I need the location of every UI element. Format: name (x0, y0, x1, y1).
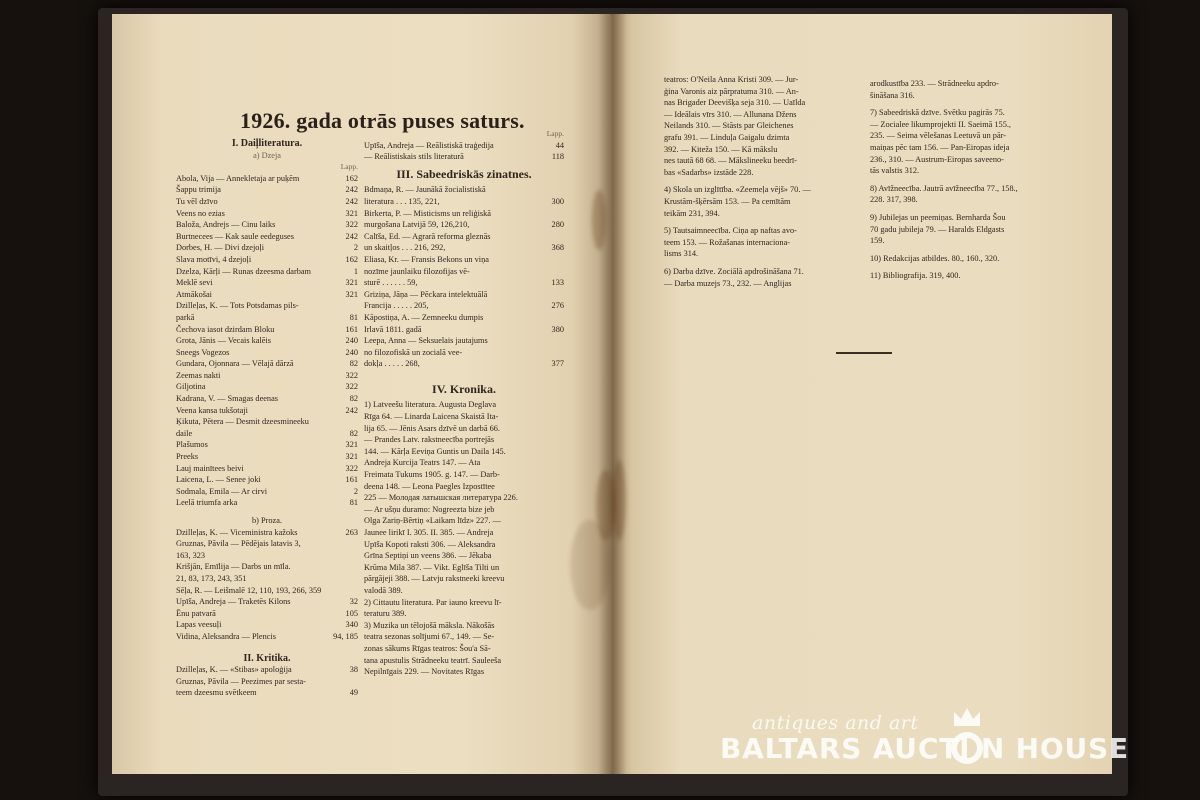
book-gutter (598, 14, 626, 774)
chronicle-line: pārgājeji 388. — Latvju rakstneeki kreevu (364, 574, 505, 584)
page-column-label: Lapp. (340, 162, 358, 172)
entry-text: Leepa, Anna — Seksuelais jautajums (364, 336, 488, 346)
toc-entry (176, 474, 358, 486)
entry-text: Griziņa, Jāņa — Pēckara intelektuālā (364, 289, 488, 299)
chronicle-line: 9) Jubilejas un peemiņas. Bernharda Šou (870, 212, 1006, 222)
toc-entry (176, 242, 358, 254)
chronicle-line: Olga Zariņ-Bērtiņ «Laikam līdz» 227. — (364, 516, 501, 526)
entry-page: 380 (551, 324, 564, 334)
entry-page: 377 (551, 359, 564, 369)
entry-text: sturē . . . . . . 59, (364, 278, 418, 288)
page-column-label: Lapp. (546, 129, 564, 138)
section-heading: II. Kritika. (243, 652, 291, 664)
entry-text: Meklē sevi (176, 278, 213, 288)
chronicle-line: — Prandes Latv. rakstneecība portrejās (364, 435, 495, 445)
entry-page: 1 (353, 266, 358, 276)
toc-entry (364, 196, 564, 208)
entry-page: 322 (345, 463, 358, 473)
section-heading: I. Daiļliteratura. (231, 138, 303, 149)
chronicle-line: 6) Darba dzīve. Zociālā apdrošināšana 71. (664, 266, 804, 276)
toc-entry (364, 300, 564, 312)
chronicle-line: teikām 231, 394. (664, 208, 720, 218)
toc-entry (364, 347, 564, 359)
chronicle-line: — Ar ušņu duramo: Nogreezta bize jeb (364, 504, 495, 514)
closing-rule (836, 352, 892, 354)
toc-entry (176, 231, 358, 243)
toc-entry (176, 196, 358, 208)
entry-text: Slava motīvi, 4 dzejoļi (176, 254, 252, 264)
toc-entry (176, 527, 358, 539)
entry-page: 82 (349, 428, 358, 438)
entry-text: Dzelza, Kārļi — Runas dzeesma darbam (176, 266, 311, 276)
entry-page: 44 (555, 140, 564, 150)
chronicle-line: 8) Avīžneecība. Jautrā avīžneecība 77., 158., (870, 183, 1018, 193)
entry-text: Čechova iasot dzirdam Bloku (176, 324, 275, 334)
toc-entry (176, 428, 358, 440)
right-column-1 (664, 74, 864, 289)
toc-entry (176, 451, 358, 463)
toc-entry (176, 631, 358, 643)
toc-entry (176, 664, 358, 676)
chronicle-line: tana apustulis Strādneeku teatrī. Sauleeša (364, 655, 502, 665)
toc-entry (176, 277, 358, 289)
toc-entry (176, 219, 358, 231)
entry-text: Vidina, Aleksandra — Plencis (176, 631, 276, 641)
toc-entry (364, 324, 564, 336)
chronicle-line: 10) Redakcijas atbildes. 80., 160., 320. (870, 253, 1000, 263)
entry-text: teem dzeesmu svētkeem (176, 688, 257, 698)
chronicle-line: lija 65. — Jēnis Asars dzīvē un darbā 66. (364, 423, 500, 433)
chronicle-line: teatra sezonas solījumi 67., 149. — Se- (364, 632, 495, 642)
stain (570, 520, 610, 610)
right-column-2 (870, 78, 1075, 282)
toc-entry (176, 550, 358, 562)
chronicle-line: 2) Cittautu literatura. Par iauno kreevu lī- (364, 597, 502, 607)
entry-page: 368 (551, 243, 564, 253)
entry-text: Dzilleļas, K. — Tots Potsdamas pils- (176, 301, 299, 311)
toc-entry (364, 277, 564, 289)
entry-text: Gruznas, Pāvila — Pēdējais latavis 3, (176, 539, 301, 549)
entry-text: — Reālistiskais stils literaturā (364, 152, 464, 162)
toc-entry (176, 358, 358, 370)
crown-logo-icon (948, 704, 986, 764)
entry-page: 49 (349, 688, 358, 698)
middle-column (364, 128, 564, 678)
entry-text: Kadrana, V. — Smagas deenas (176, 394, 278, 404)
entry-text: Dorbes, H. — Divi dzejoļi (176, 243, 265, 253)
chronicle-line: 1) Latveešu literatura. Augusta Deglava (364, 400, 497, 410)
toc-entry (176, 463, 358, 475)
entry-text: Leelā triumfa arka (176, 498, 238, 508)
chronicle-line: 235. — Seima vēlešanas Leetuvā un pār- (870, 131, 1006, 141)
entry-text: Plašumos (176, 440, 208, 450)
toc-entry (364, 219, 564, 231)
entry-page: 81 (349, 312, 358, 322)
entry-text: Francija . . . . . 205, (364, 301, 429, 311)
chronicle-line: Jaunee lirikī I. 305. II. 385. — Andreja (364, 528, 494, 537)
entry-page: 242 (345, 196, 358, 206)
toc-entry (176, 439, 358, 451)
entry-text: Krišjān, Emīlija — Darbs un mīla. (176, 562, 291, 572)
toc-entry (176, 381, 358, 393)
toc-entry (176, 370, 358, 382)
entry-page: 322 (345, 370, 358, 380)
entry-text: Gruznas, Pāvila — Peezimes par sesta- (176, 676, 306, 686)
entry-page: 105 (345, 608, 358, 618)
toc-entry (176, 538, 358, 550)
entry-text: Kāpostiņa, A. — Zemneeku dumpis (364, 312, 484, 322)
entry-page: 276 (551, 301, 564, 311)
toc-entry (176, 497, 358, 509)
chronicle-line: Grīna Septiņi un veens 386. — Jēkaba (364, 551, 492, 561)
entry-text: literatura . . . 135, 221, (364, 196, 440, 206)
chronicle-line: 228. 317, 398. (870, 195, 918, 205)
chronicle-line: — Zocialee likumprojekti II. Saeimā 155., (870, 119, 1012, 129)
entry-text: Calīša, Ed. — Agrarā reforma gleznās (364, 231, 491, 241)
entry-text: Laicena, L. — Senee joki (176, 475, 261, 485)
entry-page: 321 (345, 278, 358, 288)
chronicle-line: Krūma Mila 387. — Vikt. Eglīša Tilti un (364, 562, 500, 572)
subsection-heading: a) Dzeja (253, 150, 281, 160)
toc-entry (176, 254, 358, 266)
chronicle-line: Rīga 64. — Linarda Laicena Skaistā Ita- (364, 412, 499, 422)
entry-page: 162 (345, 173, 358, 183)
chronicle-line: Nepilnīgais 229. — Novitates Rīgas (364, 667, 485, 677)
chronicle-line: šināšana 316. (870, 90, 915, 100)
toc-entry (176, 266, 358, 278)
entry-text: Birkerta, P. — Misticisms un reliģiskā (364, 208, 491, 218)
entry-text: Dzilleļas, K. — «Stibas» apoloģija (176, 665, 292, 675)
chronicle-line: tās valstis 312. (870, 166, 920, 176)
entry-page: 242 (345, 405, 358, 415)
toc-entry (176, 687, 358, 699)
chronicle-line: 236., 310. — Austrum-Eiropas saveeno- (870, 154, 1004, 164)
chronicle-line: nes tautā 68 68. — Mākslineeku beedrī- (664, 156, 797, 166)
entry-text: parkā (176, 312, 195, 322)
chronicle-line: deena 148. — Leona Paegles Izpostītee (364, 481, 495, 491)
toc-entry (364, 358, 564, 370)
entry-page: 161 (345, 324, 358, 334)
section-heading: III. Sabeedriskās zinatnes. (396, 166, 532, 181)
entry-text: Baloža, Andrejs — Cinu laiks (176, 220, 276, 230)
entry-text: Upīša, Andreja — Traketēs Kilons (176, 597, 291, 607)
entry-text: 163, 323 (176, 550, 206, 560)
entry-text: Bdmaņa, R. — Jaunākā žocialistiskā (364, 185, 486, 195)
entry-text: 21, 83, 173, 243, 351 (176, 573, 247, 583)
entry-page: 118 (551, 152, 564, 162)
left-column (176, 138, 358, 699)
entry-text: Eliasa, Kr. — Fransis Bekons un viņa (364, 254, 489, 264)
entry-text: murgošana Latvijā 59, 126,210, (364, 220, 470, 230)
chronicle-line: zonas sākums Rīgas teatros: Šou'a Sā- (364, 643, 491, 653)
toc-entry (364, 140, 564, 152)
toc-entry (364, 289, 564, 301)
entry-text: Irlavā 1811. gadā (364, 324, 422, 334)
entry-page: 32 (349, 597, 358, 607)
toc-entry (176, 596, 358, 608)
entry-page: 133 (551, 278, 564, 288)
entry-text: Lapas veesuļi (176, 620, 222, 630)
entry-text: dokļa . . . . . 268, (364, 359, 420, 369)
toc-entry (176, 608, 358, 620)
toc-entry (364, 335, 564, 347)
chronicle-line: Upīša Kopoti raksti 306. — Aleksandra (364, 539, 496, 549)
toc-entry (176, 619, 358, 631)
chronicle-line: bas «Sadarbs» izstāde 228. (664, 167, 754, 177)
entry-page: 81 (349, 498, 358, 508)
entry-page: 321 (345, 440, 358, 450)
entry-page: 322 (345, 382, 358, 392)
chronicle-line: 5) Tautsaimneecība. Ciņa ap naftas avo- (664, 226, 797, 236)
entry-page: 242 (345, 231, 358, 241)
stain (592, 190, 606, 250)
entry-text: Sodmala, Emila — Ar cirvi (176, 486, 268, 496)
entry-page: 161 (345, 475, 358, 485)
toc-entry (364, 266, 564, 278)
entry-text: Atmākošai (176, 289, 212, 299)
toc-entry (176, 486, 358, 498)
subsection-heading: b) Proza. (252, 516, 282, 525)
toc-entry (176, 676, 358, 688)
entry-page: 280 (551, 220, 564, 230)
toc-entry (364, 242, 564, 254)
entry-page: 82 (349, 394, 358, 404)
toc-entry (364, 208, 564, 220)
entry-text: Dzilleļas, K. — Viceministra kažoks (176, 527, 298, 537)
toc-entry (176, 585, 358, 597)
chronicle-line: arodkustība 233. — Strādneeku apdro- (870, 79, 999, 88)
chronicle-line: 144. — Kārļa Eeviņa Guntis un Daila 145. (364, 446, 506, 456)
toc-entry (176, 416, 358, 428)
toc-entry (176, 405, 358, 417)
stain (612, 460, 626, 540)
entry-text: Veena kansa tukšotaji (176, 405, 248, 415)
entry-text: Lauj mainītees beivi (176, 463, 244, 473)
entry-page: 2 (353, 243, 358, 253)
entry-text: Grota, Jānis — Vecais kalēis (176, 336, 272, 346)
toc-entry (364, 254, 564, 266)
toc-entry (176, 335, 358, 347)
entry-page: 300 (551, 196, 564, 206)
chronicle-line: Krustām-šķērsām 153. — Pa cemītām (664, 196, 791, 206)
entry-text: Tu vēl dzīvo (176, 196, 218, 206)
toc-entry (364, 184, 564, 196)
entry-text: Gundara, Ojonnara — Vēlajā dārzā (176, 359, 294, 369)
toc-entry (364, 151, 564, 163)
chronicle-line: grafu 391. — Linduļa Gaigalu dzimta (664, 132, 790, 142)
chronicle-line: teraturu 389. (364, 609, 407, 619)
chronicle-line: 4) Skola un izglītība. «Zeemeļa vējš» 70. — (664, 185, 811, 195)
entry-text: Ķikuta, Pētera — Desmit dzeesmineeku (176, 417, 309, 427)
chronicle-line: 159. (870, 236, 885, 246)
toc-entry (176, 300, 358, 312)
entry-page: 321 (345, 452, 358, 462)
entry-text: Burtnecees — Kak saule eedeguses (176, 231, 294, 241)
toc-entry (364, 231, 564, 243)
entry-text: Zeemas nakti (176, 370, 221, 380)
entry-page: 321 (345, 289, 358, 299)
toc-entry (176, 289, 358, 301)
chronicle-line: Freimata Tukums 1905. g. 147. — Darb- (364, 470, 500, 480)
entry-page: 263 (345, 527, 358, 537)
section-heading: IV. Kronika. (432, 381, 496, 396)
toc-entry (364, 312, 564, 324)
toc-entry (176, 393, 358, 405)
watermark-tagline: antiques and art (752, 712, 919, 734)
entry-text: un skaitļos . . . 216, 292, (364, 243, 446, 253)
entry-text: Preeks (176, 452, 199, 462)
chronicle-line: — Darba muzejs 73., 232. — Anglijas (664, 278, 792, 288)
toc-entry (176, 208, 358, 220)
entry-text: Sēļa, R. — Leišmalē 12, 110, 193, 266, 359 (176, 585, 322, 595)
page-title: 1926. gada otrās puses saturs. (240, 108, 525, 133)
watermark-brand: BALTARS AUCTI N HOUSE (720, 732, 1129, 765)
entry-page: 162 (345, 254, 358, 264)
chronicle-line: teem 153. — Rožašanas internaciona- (664, 237, 791, 247)
toc-entry (176, 561, 358, 573)
entry-page: 340 (345, 620, 358, 630)
entry-page: 240 (345, 347, 358, 357)
chronicle-line: 70 gadu jubileja 79. — Haralds Eldgasts (870, 224, 1005, 234)
entry-text: Veens no ezias (176, 208, 225, 218)
entry-text: no filozofiskā un zocialā vee- (364, 347, 463, 357)
chronicle-line: ģina Varonis aiz pārpratuma 310. — An- (664, 86, 799, 96)
entry-page: 82 (349, 359, 358, 369)
entry-page: 2 (353, 486, 358, 496)
entry-page: 322 (345, 220, 358, 230)
entry-page: 38 (349, 665, 358, 675)
chronicle-line: 7) Sabeedriskā dzīve. Svētku pagirās 75. (870, 108, 1005, 118)
chronicle-line: valodā 389. (364, 585, 403, 595)
toc-entry (176, 324, 358, 336)
toc-entry (176, 184, 358, 196)
chronicle-line: 11) Bibliografija. 319, 400. (870, 271, 961, 281)
entry-text: Upīša, Andreja — Reālistiskā traģedija (364, 140, 494, 150)
toc-entry (176, 173, 358, 185)
entry-text: nozīme jaunlaiku filozofijas vē- (364, 266, 470, 276)
chronicle-line: teatros: O'Neila Anna Kristi 309. — Jur- (664, 75, 799, 84)
entry-text: Abola, Vija — Annekletaja ar puķēm (176, 173, 300, 183)
entry-text: Sneegs Vogezos (176, 347, 230, 357)
chronicle-line: — Ideālais vīrs 310. — Allunana Džens (664, 109, 797, 119)
chronicle-line: Neilands 310. — Stāsts par Gleichenes (664, 121, 794, 131)
entry-text: Ēnu patvarā (176, 608, 216, 618)
entry-page: 94, 185 (333, 631, 358, 641)
chronicle-line: nas Brigader Deevišķa seja 310. — Uaīlda (664, 98, 806, 108)
chronicle-line: 392. — Kiteža 150. — Kā mākslu (664, 144, 778, 154)
entry-text: daile (176, 428, 193, 438)
chronicle-line: lisms 314. (664, 249, 699, 259)
chronicle-line: 3) Muzika un tēlojošā māksla. Nākošās (364, 620, 495, 630)
entry-text: Šappu trimija (176, 185, 221, 195)
entry-page: 240 (345, 336, 358, 346)
toc-entry (176, 347, 358, 359)
entry-page: 242 (345, 185, 358, 195)
toc-entry (176, 312, 358, 324)
toc-entry (176, 573, 358, 585)
entry-text: Giljotina (176, 382, 206, 392)
chronicle-line: Andreja Kurcija Teatrs 147. — Ata (364, 458, 481, 468)
chronicle-line: maiņas pēc tam 156. — Pan-Eiropas ideja (870, 142, 1010, 152)
entry-page: 321 (345, 208, 358, 218)
chronicle-line: 225 — Молодая латышская литература 226. (364, 493, 518, 503)
